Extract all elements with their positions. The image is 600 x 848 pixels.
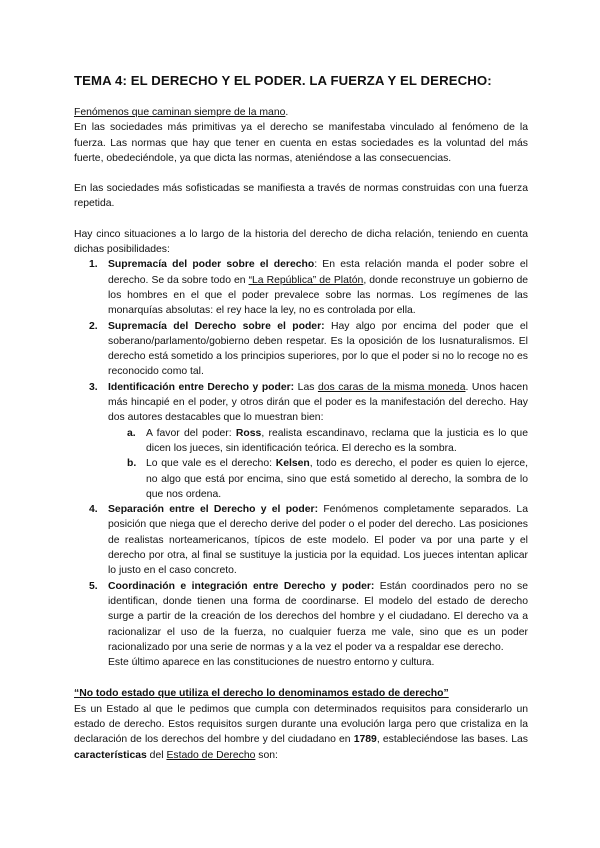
- list-item: 4. Separación entre el Derecho y el poder: Fenómenos completamente separados. La posición que niega que el derecho derive del poder o el poder del derecho. Las posiciones de realistas norteamericanos, típicos de este modelo. El poder va por una parte y el derecho por otra, al final se sustituye la justicia por la equidad. Los jueces intentan aplicar lo justo en el caso concreto.: [89, 504, 528, 577]
- section-2-title: “No todo estado que utiliza el derecho lo denominamos estado de derecho”: [74, 688, 449, 700]
- author-name: Kelsen: [275, 458, 310, 470]
- list-item: 2. Supremacía del Derecho sobre el poder: Hay algo por encima del poder que el soberano/parlamento/gobierno deben respetar. Es la oposición de los Iusnaturalismos. El derecho está sometido a los principios superiores, por lo que el poder si no lo recoge no es reconocido como tal.: [89, 320, 528, 378]
- document-page: [74, 72, 528, 763]
- situations-list: [74, 257, 528, 670]
- item-title: Coordinación e integración entre Derecho y poder:: [108, 580, 375, 592]
- intro-paragraph-3: Hay cinco situaciones a lo largo de la historia del derecho de dicha relación, teniendo en cuenta dichas posibilidades:: [74, 228, 528, 256]
- intro-paragraph-1: En las sociedades más primitivas ya el derecho se manifestaba vinculado al fenómeno de la fuerza. Las normas que hay que tener en cuenta en estas sociedades es la voluntad del más fuerte, obedeciéndole, ya que dicta las normas, ateniéndose a las consecuencias.: [74, 122, 528, 164]
- intro-paragraph-2: En las sociedades más sofisticadas se manifiesta a través de normas construidas con una fuerza repetida.: [74, 183, 528, 210]
- estado-de-derecho-link[interactable]: Estado de Derecho: [166, 749, 256, 761]
- list-item: 3. Identificación entre Derecho y poder: Las dos caras de la misma moneda. Unos hacen más hincapié en el poder, y otros dirán que el poder es la manifestación del derecho. Hay dos autores destacables que lo muestran bien: a. A favor del poder: Ross, realista escandinavo, reclama que la justicia es lo que dicen los jueces, sin identificación teórica. El derecho es la sombra. b. Lo que vale es el derecho: Kelsen, todo es derecho, el poder es quien lo ejerce, no algo que está por encima, sino que está sometido al derecho, la sombra de lo que nos ordena.: [108, 380, 528, 502]
- author-name: Ross: [235, 427, 262, 439]
- year-1789: 1789: [353, 734, 377, 746]
- dos-caras-link[interactable]: dos caras de la misma moneda: [317, 381, 466, 393]
- republica-link[interactable]: “La República” de Platón: [248, 274, 364, 286]
- intro-heading: Fenómenos que caminan siempre de la mano: [74, 107, 286, 118]
- list-item: 1. Supremacía del poder sobre el derecho: En esta relación manda el poder sobre el derecho. Se da sobre todo en “La República” de Platón, donde reconstruye un gobierno de los hombres en el que el poder prevalece sobre las normas. Los regímenes de las monarquías absolutas: el rey hace la ley, no es controlada por ella.: [89, 259, 529, 317]
- item-title: Identificación entre Derecho y poder:: [108, 381, 295, 393]
- item-title: Supremacía del Derecho sobre el poder:: [108, 320, 325, 332]
- authors-sublist: [108, 426, 528, 502]
- sublist-item: b. Lo que vale es el derecho: Kelsen, todo es derecho, el poder es quien lo ejerce, no algo que está por encima, sino que está sometido al derecho, la sombra de lo que nos ordena.: [127, 458, 528, 500]
- section-2-paragraph: Es un Estado al que le pedimos que cumpla con determinados requisitos para considerarlo un estado de derecho. Estos requisitos surgen durante una evolución larga pero que cristaliza en la declaración de los derechos del hombre y del ciudadano en 1789, estableciéndose las bases. Las características del Estado de Derecho son:: [74, 703, 529, 761]
- intro-heading-line: Fenómenos que caminan siempre de la mano.: [74, 107, 289, 118]
- page-title: TEMA 4: EL DERECHO Y EL PODER. LA FUERZA Y EL DERECHO:: [74, 73, 492, 88]
- item-title: Separación entre el Derecho y el poder:: [108, 504, 319, 516]
- item-extra-line: Este último aparece en las constituciones de nuestro entorno y cultura.: [108, 657, 435, 669]
- sublist-item: a. A favor del poder: Ross, realista escandinavo, reclama que la justicia es lo que dicen los jueces, sin identificación teórica. El derecho es la sombra.: [127, 427, 528, 454]
- list-item: 5. Coordinación e integración entre Derecho y poder: Están coordinados pero no se identifican, donde tienen una forma de coordinarse. El modelo del estado de derecho surge a partir de la creación de los derechos del hombre y el ciudadano. El derecho va a racionalizar el uso de la fuerza, no cualquier fuerza me vale, sino que es un poder racionalizado por una serie de normas y a la vez el poder va a respaldar ese derecho. Este último aparece en las constituciones de nuestro entorno y cultura.: [108, 579, 528, 671]
- item-title: Supremacía del poder sobre el derecho: [108, 259, 315, 271]
